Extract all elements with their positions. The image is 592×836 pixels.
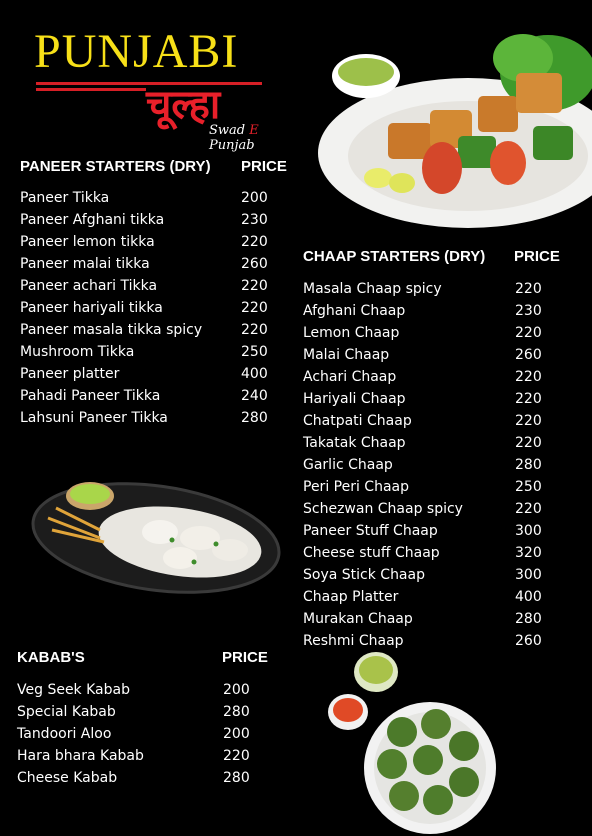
menu-item-price: 280 <box>515 611 542 627</box>
menu-item-name: Achari Chaap <box>303 369 397 385</box>
menu-item-row <box>20 275 290 297</box>
menu-item-name: Malai Chaap <box>303 347 390 363</box>
price-header: PRICE <box>222 649 268 666</box>
menu-item-row <box>303 608 573 630</box>
menu-item-price: 220 <box>515 413 542 429</box>
brand-logo <box>34 24 274 153</box>
paneer-item-list <box>20 187 290 429</box>
menu-item-name: Reshmi Chaap <box>303 633 404 649</box>
menu-item-row <box>303 454 573 476</box>
menu-item-row <box>303 542 573 564</box>
menu-item-price: 240 <box>241 388 268 404</box>
menu-item-name: Paneer Afghani tikka <box>20 212 165 228</box>
menu-item-price: 200 <box>223 682 250 698</box>
menu-item-name: Lemon Chaap <box>303 325 400 341</box>
menu-item-name: Paneer Tikka <box>20 190 110 206</box>
menu-item-price: 220 <box>241 234 268 250</box>
section-title: KABAB'S <box>17 649 85 666</box>
menu-item-name: Schezwan Chaap spicy <box>303 501 463 517</box>
menu-item-price: 220 <box>241 322 268 338</box>
menu-item-name: Mushroom Tikka <box>20 344 135 360</box>
menu-item-price: 220 <box>241 300 268 316</box>
menu-item-price: 230 <box>515 303 542 319</box>
menu-item-row <box>303 366 573 388</box>
menu-item-name: Afghani Chaap <box>303 303 406 319</box>
menu-item-row <box>303 344 573 366</box>
menu-item-row <box>20 407 290 429</box>
menu-item-row <box>20 385 290 407</box>
paneer-starters-section <box>20 158 290 429</box>
menu-item-name: Chaap Platter <box>303 589 399 605</box>
menu-item-row <box>20 341 290 363</box>
menu-item-name: Chatpati Chaap <box>303 413 412 429</box>
menu-item-price: 320 <box>515 545 542 561</box>
menu-item-name: Soya Stick Chaap <box>303 567 425 583</box>
menu-item-row <box>20 253 290 275</box>
menu-item-name: Paneer hariyali tikka <box>20 300 163 316</box>
menu-item-name: Lahsuni Paneer Tikka <box>20 410 168 426</box>
hara-bhara-kabab-image <box>312 650 498 836</box>
menu-item-price: 220 <box>515 325 542 341</box>
menu-item-price: 280 <box>223 770 250 786</box>
price-header: PRICE <box>514 248 560 265</box>
menu-item-price: 300 <box>515 567 542 583</box>
menu-item-row <box>20 187 290 209</box>
menu-item-row <box>303 586 573 608</box>
paneer-section-header <box>20 158 290 182</box>
menu-item-name: Cheese Kabab <box>17 770 118 786</box>
paneer-tikka-plate-image <box>318 18 592 228</box>
menu-item-name: Paneer achari Tikka <box>20 278 158 294</box>
chaap-item-list <box>303 278 573 652</box>
menu-item-name: Masala Chaap spicy <box>303 281 442 297</box>
menu-item-price: 220 <box>515 435 542 451</box>
menu-item-price: 220 <box>241 278 268 294</box>
menu-item-price: 400 <box>515 589 542 605</box>
menu-item-row <box>303 476 573 498</box>
menu-item-price: 230 <box>241 212 268 228</box>
menu-item-name: Paneer Stuff Chaap <box>303 523 438 539</box>
menu-item-name: Garlic Chaap <box>303 457 393 473</box>
menu-item-row <box>20 297 290 319</box>
menu-item-price: 220 <box>515 281 542 297</box>
logo-rule-bottom <box>36 88 146 91</box>
menu-item-name: Takatak Chaap <box>303 435 406 451</box>
menu-item-name: Hariyali Chaap <box>303 391 406 407</box>
menu-item-name: Tandoori Aloo <box>17 726 112 742</box>
menu-item-price: 260 <box>241 256 268 272</box>
menu-item-name: Cheese stuff Chaap <box>303 545 440 561</box>
menu-item-price: 220 <box>515 369 542 385</box>
menu-item-row <box>20 209 290 231</box>
menu-item-row <box>303 564 573 586</box>
menu-item-row <box>20 363 290 385</box>
menu-item-name: Hara bhara Kabab <box>17 748 144 764</box>
menu-item-row <box>303 322 573 344</box>
menu-item-name: Paneer lemon tikka <box>20 234 155 250</box>
malai-platter-image <box>30 470 282 600</box>
section-title: PANEER STARTERS (DRY) <box>20 158 211 175</box>
menu-item-price: 220 <box>515 391 542 407</box>
menu-item-price: 200 <box>241 190 268 206</box>
menu-item-price: 280 <box>515 457 542 473</box>
menu-item-row <box>20 231 290 253</box>
menu-item-price: 250 <box>515 479 542 495</box>
chaap-starters-section <box>303 248 573 652</box>
menu-item-name: Peri Peri Chaap <box>303 479 409 495</box>
brand-tagline: Swad E Punjab <box>209 123 259 153</box>
menu-item-name: Paneer platter <box>20 366 120 382</box>
price-header: PRICE <box>241 158 287 175</box>
menu-item-row <box>17 701 287 723</box>
menu-item-price: 400 <box>241 366 268 382</box>
menu-item-price: 260 <box>515 347 542 363</box>
menu-item-row <box>17 679 287 701</box>
menu-item-row <box>17 723 287 745</box>
menu-item-row <box>303 278 573 300</box>
menu-item-price: 300 <box>515 523 542 539</box>
menu-item-row <box>20 319 290 341</box>
menu-item-row <box>303 520 573 542</box>
brand-name-hindi: चूल्हा <box>146 81 221 128</box>
menu-item-name: Paneer masala tikka spicy <box>20 322 203 338</box>
menu-item-row <box>303 410 573 432</box>
menu-item-name: Paneer malai tikka <box>20 256 150 272</box>
menu-item-price: 280 <box>223 704 250 720</box>
menu-item-name: Murakan Chaap <box>303 611 413 627</box>
menu-item-row <box>303 300 573 322</box>
menu-item-price: 220 <box>515 501 542 517</box>
kabab-section-header <box>17 649 287 673</box>
menu-item-row <box>303 498 573 520</box>
menu-item-row <box>303 630 573 652</box>
kabab-section <box>17 649 287 789</box>
menu-item-row <box>17 745 287 767</box>
menu-item-price: 280 <box>241 410 268 426</box>
menu-item-row <box>303 432 573 454</box>
menu-item-name: Veg Seek Kabab <box>17 682 130 698</box>
section-title: CHAAP STARTERS (DRY) <box>303 248 486 265</box>
brand-name-english: PUNJABI <box>34 25 239 78</box>
menu-item-price: 260 <box>515 633 542 649</box>
chaap-section-header <box>303 248 573 272</box>
menu-item-price: 200 <box>223 726 250 742</box>
menu-item-name: Pahadi Paneer Tikka <box>20 388 161 404</box>
menu-item-price: 220 <box>223 748 250 764</box>
menu-item-price: 250 <box>241 344 268 360</box>
menu-item-name: Special Kabab <box>17 704 116 720</box>
menu-item-row <box>303 388 573 410</box>
kabab-item-list <box>17 679 287 789</box>
menu-item-row <box>17 767 287 789</box>
